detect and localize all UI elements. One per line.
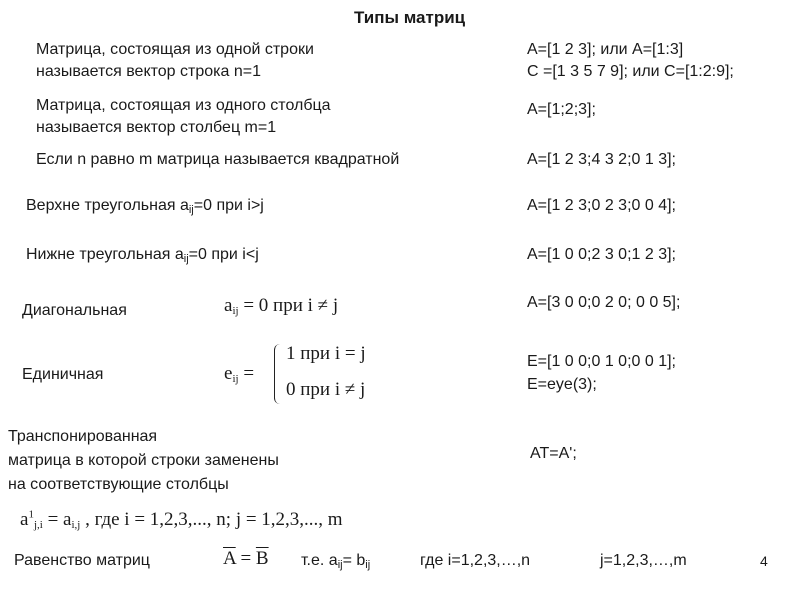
equality-where-j: j=1,2,3,…,m — [600, 552, 687, 569]
identity-brace — [274, 344, 283, 404]
diagonal-formula — [224, 296, 338, 316]
equality-te-sub1: ij — [337, 559, 343, 571]
identity-code-2: E=eye(3); — [527, 376, 597, 393]
row-vector-text-2: называется вектор строка n=1 — [36, 63, 261, 80]
transpose-code: AT=A'; — [530, 445, 577, 462]
lower-cond: =0 при i<j — [188, 246, 259, 263]
column-vector-code: A=[1;2;3]; — [527, 101, 596, 118]
equality-te — [301, 551, 370, 571]
equality-te-mid: = b — [342, 552, 366, 569]
page-number: 4 — [760, 553, 768, 569]
identity-code-1: E=[1 0 0;0 1 0;0 0 1]; — [527, 353, 676, 370]
upper-triangular-label — [26, 196, 264, 216]
identity-formula-eq: = — [238, 363, 255, 384]
row-vector-code-2: C =[1 3 5 7 9]; или C=[1:2:9]; — [527, 63, 734, 80]
diagonal-formula-sub: ij — [232, 305, 239, 317]
transpose-text-2: матрица в которой строки заменены — [8, 452, 279, 469]
lower-code: A=[1 0 0;2 3 0;1 2 3]; — [527, 246, 676, 263]
transpose-formula-sub1: j,i — [33, 519, 43, 531]
diagonal-label: Диагональная — [22, 302, 127, 319]
equality-formula — [223, 549, 269, 569]
transpose-text-3: на соответствующие столбцы — [8, 476, 229, 493]
row-vector-code-1: A=[1 2 3]; или A=[1:3] — [527, 41, 684, 58]
diagonal-code: A=[3 0 0;0 2 0; 0 0 5]; — [527, 294, 681, 311]
equality-formula-a: $\overline{A}$ — [223, 548, 236, 569]
identity-case-2: 0 при i ≠ j — [286, 379, 366, 400]
column-vector-text-2: называется вектор столбец m=1 — [36, 119, 277, 136]
lower-triangular-label — [26, 245, 259, 265]
page-title: Типы матриц — [354, 8, 466, 27]
transpose-formula-mid: = a — [42, 509, 72, 530]
upper-sub: ij — [188, 204, 194, 216]
transpose-formula-sub2: i,j — [71, 519, 81, 531]
equality-where-i: где i=1,2,3,…,n — [420, 552, 531, 569]
column-vector-text-1: Матрица, состоящая из одного столбца — [36, 97, 331, 114]
upper-cond: =0 при i>j — [193, 197, 264, 214]
diagonal-formula-rest: = 0 при i ≠ j — [238, 295, 339, 316]
equality-formula-b: $\overline{B}$ — [255, 548, 269, 569]
equality-te-text: т.е. a — [301, 552, 338, 569]
identity-label: Единичная — [22, 366, 104, 383]
transpose-text-1: Транспонированная — [8, 428, 158, 445]
equality-formula-eq: = — [235, 548, 256, 569]
transpose-formula-rest: , где i = 1,2,3,..., n; j = 1,2,3,..., m — [80, 509, 343, 530]
row-vector-text-1: Матрица, состоящая из одной строки — [36, 41, 314, 58]
transpose-formula-a1: a — [20, 509, 29, 530]
identity-formula-sub: ij — [232, 373, 239, 385]
diagonal-formula-a: a — [224, 295, 233, 316]
lower-label-text: Нижне треугольная a — [26, 246, 184, 263]
upper-code: A=[1 2 3;0 2 3;0 0 4]; — [527, 197, 676, 214]
identity-formula — [224, 364, 254, 384]
identity-case-1: 1 при i = j — [286, 343, 366, 364]
square-code: A=[1 2 3;4 3 2;0 1 3]; — [527, 151, 676, 168]
equality-label: Равенство матриц — [14, 552, 150, 569]
transpose-formula — [20, 510, 343, 530]
transpose-formula-sup: 1 — [28, 508, 34, 521]
identity-formula-e: e — [224, 363, 233, 384]
lower-sub: ij — [183, 253, 189, 265]
upper-label-text: Верхне треугольная a — [26, 197, 189, 214]
equality-te-sub2: ij — [365, 559, 371, 571]
square-text: Если n равно m матрица называется квадратной — [36, 151, 400, 168]
